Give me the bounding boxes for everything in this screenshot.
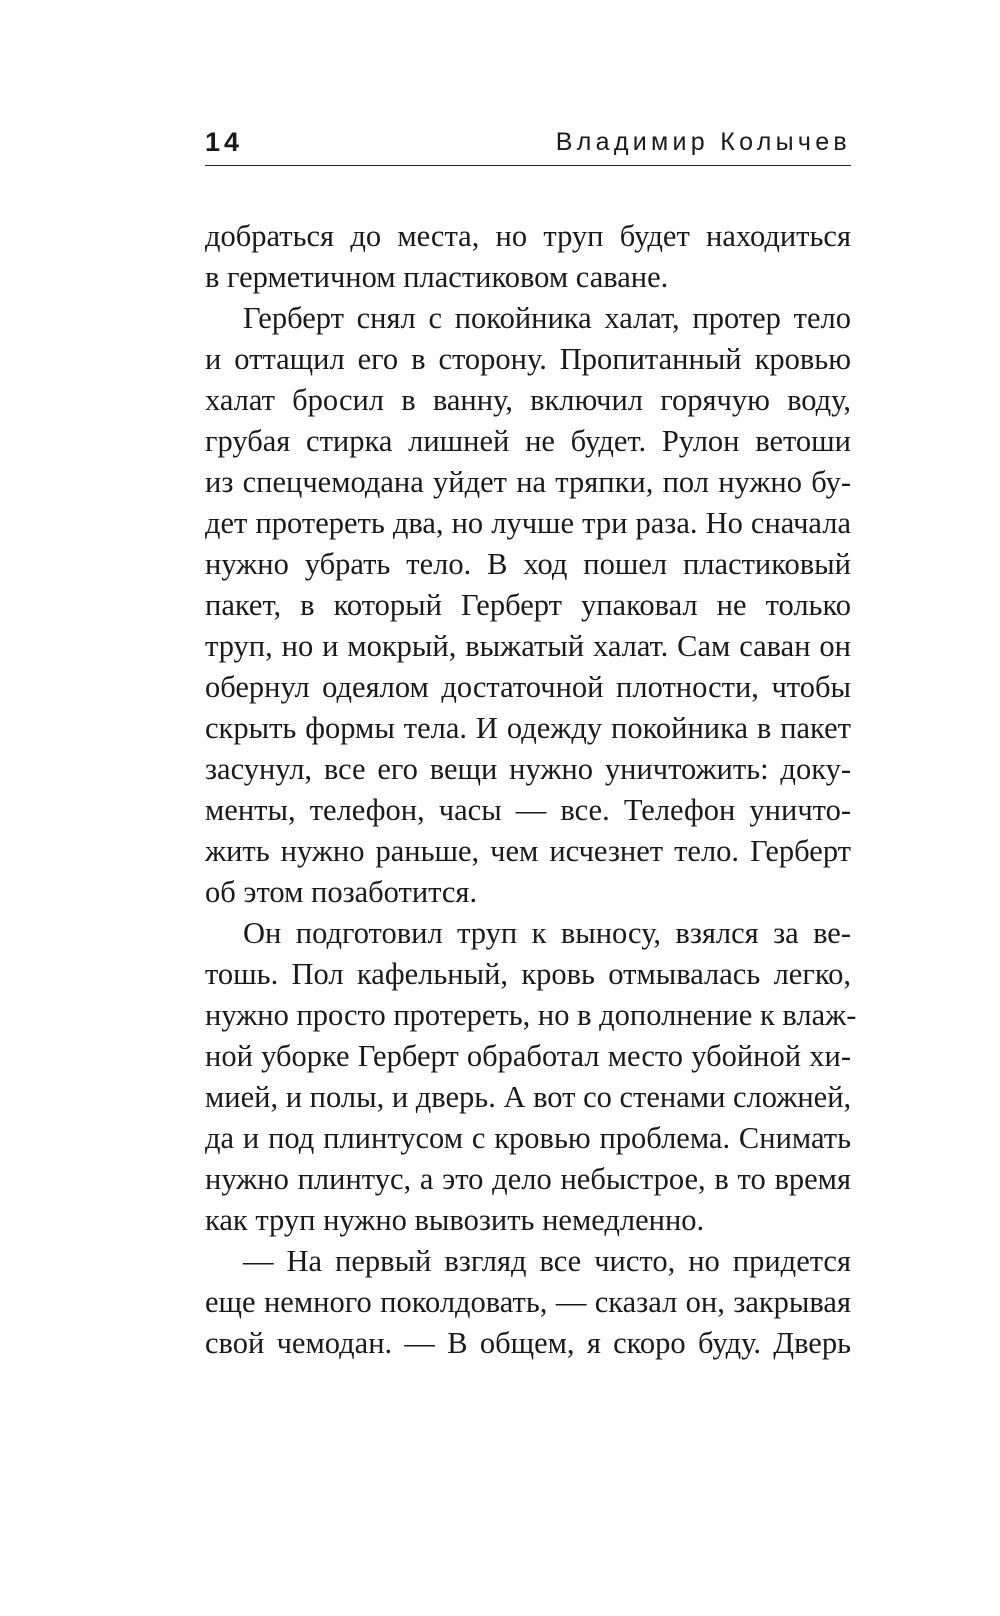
text-line: засунул, все его вещи нужно уничтожить: доку- (205, 752, 851, 786)
text-line: пакет, в который Герберт упаковал не только (205, 588, 851, 622)
text-line: обернул одеялом достаточной плотности, чтобы (205, 670, 851, 704)
text-line: и оттащил его в сторону. Пропитанный кровью (205, 342, 851, 376)
body-text (205, 216, 857, 1364)
text-line: дет протереть два, но лучше три раза. Но сначала (205, 506, 851, 540)
text-line: нужно просто протереть, но в дополнение к влаж- (205, 998, 857, 1032)
text-line: — На первый взгляд все чисто, но придется (243, 1244, 851, 1278)
text-line: об этом позаботится. (205, 875, 478, 909)
page-number: 14 (205, 127, 244, 157)
text-line: добраться до места, но труп будет находиться (205, 219, 851, 253)
text-line: жить нужно раньше, чем исчезнет тело. Герберт (205, 834, 851, 868)
text-line: в герметичном пластиковом саване. (205, 260, 669, 294)
text-line: свой чемодан. — В общем, я скоро буду. Дверь (205, 1326, 851, 1360)
text-line: нужно убрать тело. В ход пошел пластиковый (205, 547, 851, 581)
text-line: как труп нужно вывозить немедленно. (205, 1203, 705, 1237)
text-line: халат бросил в ванну, включил горячую воду, (205, 383, 851, 417)
text-line: еще немного поколдовать, — сказал он, закрывая (205, 1285, 851, 1319)
text-line: Он подготовил труп к выносу, взялся за ве- (243, 916, 851, 950)
text-line: менты, телефон, часы — все. Телефон уничто- (205, 793, 851, 827)
text-line: да и под плинтусом с кровью проблема. Снимать (205, 1121, 851, 1155)
text-line: труп, но и мокрый, выжатый халат. Сам саван он (205, 629, 851, 663)
text-line: тошь. Пол кафельный, кровь отмывалась легко, (205, 957, 851, 991)
text-line: из спецчемодана уйдет на тряпки, пол нужно бу- (205, 465, 851, 499)
running-head-author: Владимир Колычев (555, 128, 851, 156)
page-header (205, 126, 851, 164)
text-line: мией, и полы, и дверь. А вот со стенами сложней, (205, 1080, 852, 1114)
text-line: Герберт снял с покойника халат, протер тело (243, 301, 851, 335)
header-rule (205, 165, 851, 166)
text-line: грубая стирка лишней не будет. Рулон ветоши (205, 424, 851, 458)
text-line: скрыть формы тела. И одежду покойника в пакет (205, 711, 851, 745)
text-line: нужно плинтус, а это дело небыстрое, в то время (205, 1162, 851, 1196)
text-line: ной уборке Герберт обработал место убойной хи- (205, 1039, 851, 1073)
